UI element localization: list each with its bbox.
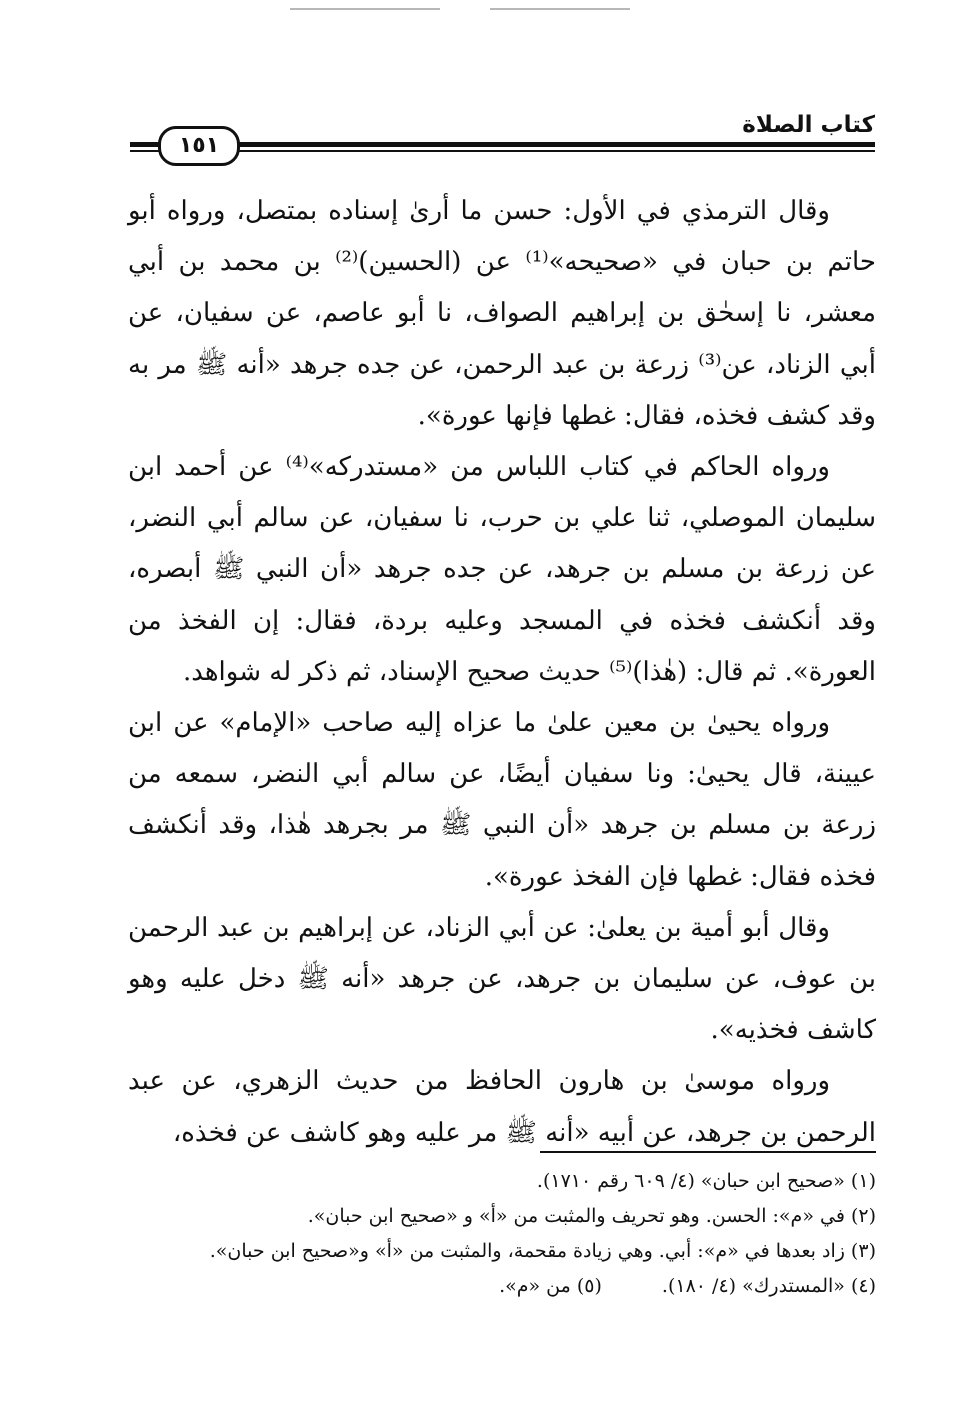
footnote: (٥) من «م».: [499, 1275, 602, 1297]
footnote: (٢) في «م»: الحسن. وهو تحريف والمثبت من «أ» و «صحيح ابن حبان».: [307, 1205, 876, 1227]
footnote: (٣) زاد بعدها في «م»: أبي. وهي زيادة مقحمة، والمثبت من «أ» و«صحيح ابن حبان».: [209, 1240, 876, 1262]
paragraph: ورواه موسىٰ بن هارون الحافظ من حديث الزهري، عن عبد الرحمن بن جرهد، عن أبيه «أنه ﷺ مر عليه وهو كاشف عن فخذه،: [128, 1066, 876, 1148]
footnotes: [128, 1164, 876, 1304]
running-title: كتاب الصلاة: [742, 112, 875, 138]
scan-artifact-line: [490, 8, 630, 10]
footnote: (١) «صحيح ابن حبان» (٤/ ٦٠٩ رقم ١٧١٠).: [536, 1170, 876, 1192]
footnote-row: [128, 1269, 876, 1304]
header-rule-thick: [130, 142, 875, 147]
paragraph: وقال أبو أمية بن يعلىٰ: عن أبي الزناد، عن إبراهيم بن عبد الرحمن بن عوف، عن سليمان بن جرهد، عن جرهد «أنه ﷺ دخل عليه وهو كاشف فخذيه».: [128, 912, 876, 1046]
main-text: [128, 186, 876, 1159]
footnote: (٤) «المستدرك» (٤/ ١٨٠).: [661, 1275, 876, 1297]
scan-artifact-line: [290, 8, 440, 10]
paragraph: وقال الترمذي في الأول: حسن ما أرىٰ إسناده بمتصل، ورواه أبو حاتم بن حبان في «صحيحه»⁽¹⁾ عن (الحسين)⁽²⁾ بن محمد بن أبي معشر، نا إسحٰق بن إبراهيم الصواف، نا أبو عاصم، عن سفيان، عن أبي الزناد، عن⁽³⁾ زرعة بن عبد الرحمن، عن جده جرهد «أنه ﷺ مر به وقد كشف فخذه، فقال: غطها فإنها عورة».: [128, 196, 876, 431]
page-number: ١٥١: [158, 126, 240, 166]
header-rule-thin: [130, 150, 875, 152]
page-header: [130, 112, 875, 160]
paragraph: ورواه الحاكم في كتاب اللباس من «مستدركه»⁽⁴⁾ عن أحمد ابن سليمان الموصلي، ثنا علي بن حرب، نا سفيان، عن سالم أبي النضر، عن زرعة بن مسلم بن جرهد، عن جده جرهد «أن النبي ﷺ أبصره، وقد أنكشف فخذه في المسجد وعليه بردة، فقال: إن الفخذ من العورة». ثم قال: (هٰذا)⁽⁵⁾ حديث صحيح الإسناد، ثم ذكر له شواهد.: [128, 452, 876, 687]
paragraph: ورواه يحيىٰ بن معين علىٰ ما عزاه إليه صاحب «الإمام» عن ابن عيينة، قال يحيىٰ: ونا سفيان أيضًا، عن سالم أبي النضر، سمعه من زرعة بن مسلم بن جرهد «أن النبي ﷺ مر بجرهد هٰذا، وقد أنكشف فخذه فقال: غطها فإن الفخذ عورة».: [128, 708, 876, 892]
footnote-separator: [540, 1151, 876, 1153]
